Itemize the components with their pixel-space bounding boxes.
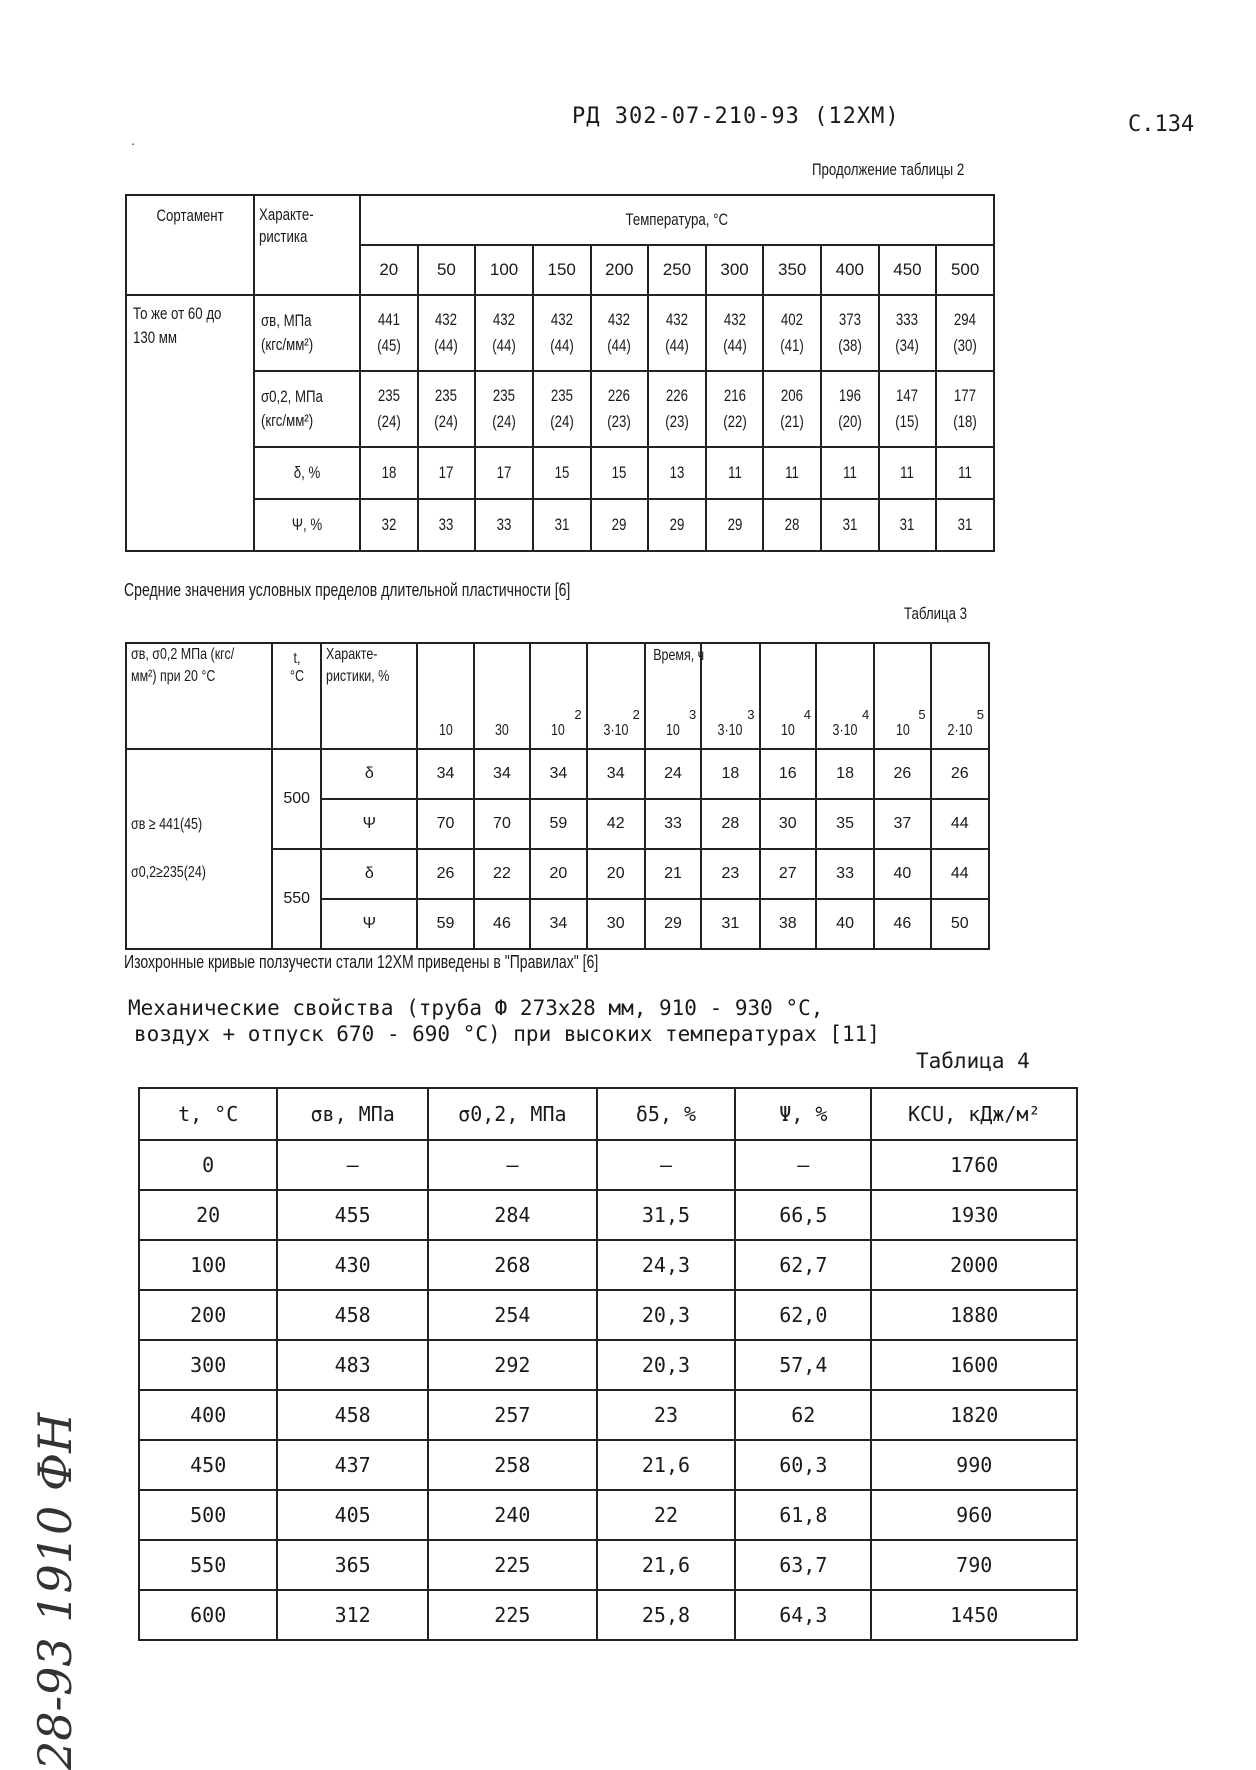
handwritten-margin-note: 28-93 1910 ФН: [28, 1412, 82, 1770]
table3-title: Средние значения условных пределов длительной пластичности [6]: [124, 580, 571, 600]
table3-cell: 70: [474, 799, 530, 849]
table2-cell-value: 226 (23): [607, 386, 632, 431]
table4-cell: 0: [139, 1140, 277, 1190]
table3-time-base: 10: [666, 722, 680, 739]
table3-cell: 44: [931, 849, 989, 899]
table3-row-label: Ψ: [321, 899, 417, 949]
table3-time-col: [587, 643, 645, 749]
table2-cell: [821, 447, 879, 499]
table4-row: [139, 1340, 1077, 1390]
table4-cell: 64,3: [735, 1590, 871, 1640]
table2-temp-250: 250: [648, 245, 706, 295]
table3-time-base: 10: [895, 722, 910, 739]
table2-sortament-text: То же от 60 до 130 мм: [133, 304, 222, 347]
table3-cell: 37: [874, 799, 930, 849]
table2-cell: [648, 371, 706, 447]
table3-cell: 26: [931, 749, 989, 799]
table4-header-5: KCU, кДж/м²: [871, 1088, 1077, 1140]
table2-cell: [706, 447, 764, 499]
table2-cell: [360, 295, 418, 371]
table3-time-exponent: 2: [574, 707, 582, 722]
table4-cell: 23: [597, 1390, 735, 1440]
table3-row-label: Ψ: [321, 799, 417, 849]
table3-cell: 26: [417, 849, 473, 899]
table2-sortament-value: [126, 295, 254, 551]
table2-cell-value: 235 (24): [492, 386, 516, 431]
table2-cell-value: 432 (44): [722, 310, 747, 355]
table3-temperature: 500: [272, 749, 321, 849]
table4-cell: 1930: [871, 1190, 1077, 1240]
table3-cell: 30: [587, 899, 645, 949]
table3-time-base: 10: [551, 722, 566, 739]
table2-temp-20: 20: [360, 245, 418, 295]
table3-cell: 34: [417, 749, 473, 799]
table2-cell-value: 11: [727, 463, 742, 482]
table2-cell-value: 235 (24): [434, 386, 459, 431]
table2-cell-value: 294 (30): [953, 310, 977, 355]
table2-cell-value: 11: [785, 463, 800, 482]
table3-time-base: 10: [438, 722, 453, 739]
table2-cell: [936, 295, 994, 371]
table2-cell: [821, 499, 879, 551]
table2-cell-value: 196 (20): [838, 386, 862, 431]
table3-row: [126, 749, 989, 799]
table2-row-label-text: σв, МПа (кгс/мм²): [261, 311, 314, 354]
table3-time-base: 10: [780, 722, 795, 739]
table2-row: [126, 447, 994, 499]
table4-row: [139, 1190, 1077, 1240]
table-3: [125, 642, 990, 950]
table4-header-0: t, °С: [139, 1088, 277, 1140]
table3-row-label: δ: [321, 749, 417, 799]
table3-cell: 59: [417, 899, 473, 949]
table2-temp-450: 450: [879, 245, 937, 295]
table2-cell-value: 33: [439, 515, 454, 534]
table3-cell: 28: [701, 799, 759, 849]
table2-cell: [763, 295, 821, 371]
table3-cell: 20: [530, 849, 586, 899]
table2-cell-value: 177 (18): [953, 386, 977, 431]
table4-label: Таблица 4: [916, 1049, 1030, 1073]
table4-cell: 20,3: [597, 1340, 735, 1390]
table2-cell-value: 32: [381, 515, 397, 534]
table4-cell: 258: [428, 1440, 597, 1490]
table4-cell: 458: [277, 1290, 428, 1340]
table2-cell-value: 432 (44): [549, 310, 574, 355]
table4-cell: 790: [871, 1540, 1077, 1590]
table3-time-exponent: 2: [632, 707, 640, 722]
table4-cell: 400: [139, 1390, 277, 1440]
table2-row-label: [254, 371, 360, 447]
table4-cell: 240: [428, 1490, 597, 1540]
table3-time-label: Время, ч: [653, 647, 705, 664]
table2-temp-100: 100: [475, 245, 533, 295]
table2-cell: [936, 447, 994, 499]
table2-cell-value: 31: [842, 515, 858, 534]
table3-cell: 40: [874, 849, 930, 899]
table4-cell: 66,5: [735, 1190, 871, 1240]
table3-cell: 44: [931, 799, 989, 849]
table4-cell: 458: [277, 1390, 428, 1440]
table3-strength-2: σ0,2≥235(24): [131, 864, 206, 881]
table4-cell: 257: [428, 1390, 597, 1440]
table3-time-exponent: 4: [861, 707, 870, 722]
table4-row: [139, 1490, 1077, 1540]
table3-cell: 59: [530, 799, 586, 849]
table2-cell: [591, 447, 649, 499]
table2-row-label: [254, 295, 360, 371]
table3-time-base: 3·10: [603, 722, 629, 739]
table4-header-row: [139, 1088, 1077, 1140]
table3-time-col: [701, 643, 759, 749]
table4-header-1: σв, МПа: [277, 1088, 428, 1140]
table4-header-2: σ0,2, МПа: [428, 1088, 597, 1140]
table2-cell-value: 402 (41): [780, 310, 804, 355]
table2-cell-value: 333 (34): [895, 310, 920, 355]
table2-cell-value: 432 (44): [434, 310, 459, 355]
table4-cell: 24,3: [597, 1240, 735, 1290]
table4-cell: 430: [277, 1240, 428, 1290]
table3-cell: 33: [816, 849, 874, 899]
table3-cell: 34: [587, 749, 645, 799]
table3-time-col: [760, 643, 816, 749]
table-4: [138, 1087, 1078, 1641]
table4-cell: 1450: [871, 1590, 1077, 1640]
table4-title-line2: воздух + отпуск 670 - 690 °С) при высоких температурах [11]: [134, 1022, 880, 1046]
table3-header-row: [126, 643, 989, 749]
table3-temperature: 550: [272, 849, 321, 949]
table2-cell: [360, 371, 418, 447]
table2-cell: [591, 371, 649, 447]
table3-cell: 21: [645, 849, 701, 899]
table3-col-characteristic: Характе-ристики, %: [321, 643, 417, 749]
table4-cell: 990: [871, 1440, 1077, 1490]
table3-cell: 34: [530, 899, 586, 949]
table2-cell-value: 29: [727, 515, 742, 534]
table4-cell: 312: [277, 1590, 428, 1640]
table2-cell: [706, 371, 764, 447]
stray-mark: ·: [130, 140, 137, 151]
table3-cell: 35: [816, 799, 874, 849]
table3-cell: 20: [587, 849, 645, 899]
table4-row: [139, 1440, 1077, 1490]
table2-cell: [763, 499, 821, 551]
table3-time-exponent: 3: [689, 707, 697, 722]
table2-cell: [936, 371, 994, 447]
table3-time-exponent: 3: [747, 707, 755, 722]
table4-cell: –: [428, 1140, 597, 1190]
table3-cell: 24: [645, 749, 701, 799]
table3-cell: 30: [760, 799, 816, 849]
table4-header-3: δ5, %: [597, 1088, 735, 1140]
table2-temp-400: 400: [821, 245, 879, 295]
table2-col-sortament: Сортамент: [126, 195, 254, 295]
table4-cell: 2000: [871, 1240, 1077, 1290]
table4-cell: 57,4: [735, 1340, 871, 1390]
table3-cell: 16: [760, 749, 816, 799]
table4-cell: 63,7: [735, 1540, 871, 1590]
table3-time-col: [874, 643, 930, 749]
table4-cell: 21,6: [597, 1440, 735, 1490]
table4-cell: 1760: [871, 1140, 1077, 1190]
table2-cell-value: 31: [957, 515, 973, 534]
table2-row-label: [254, 447, 360, 499]
table2-cell-value: 216 (22): [722, 386, 747, 431]
table4-cell: 365: [277, 1540, 428, 1590]
table2-row: [126, 295, 994, 371]
table4-row: [139, 1140, 1077, 1190]
table2-cell: [879, 295, 937, 371]
table2-cell-value: 17: [496, 463, 512, 482]
table4-cell: 1600: [871, 1340, 1077, 1390]
table2-cell: [533, 447, 591, 499]
table2-cell-value: 29: [611, 515, 627, 534]
table2-row-label-text: σ0,2, МПа (кгс/мм²): [261, 387, 323, 430]
table3-cell: 38: [760, 899, 816, 949]
table4-cell: 550: [139, 1540, 277, 1590]
table4-cell: –: [277, 1140, 428, 1190]
table2-cell: [706, 295, 764, 371]
table3-cell: 34: [474, 749, 530, 799]
table2-cell: [418, 447, 476, 499]
table4-cell: 225: [428, 1590, 597, 1640]
table3-time-exponent: 5: [976, 707, 984, 722]
table2-row-label-text: δ, %: [293, 463, 321, 482]
table3-strength-value: [126, 749, 272, 949]
table2-cell: [821, 371, 879, 447]
table2-cell: [763, 447, 821, 499]
table4-cell: 500: [139, 1490, 277, 1540]
table2-cell-value: 15: [554, 463, 570, 482]
table2-cell-value: 15: [611, 463, 627, 482]
table2-col-characteristic: Характе-ристика: [254, 195, 360, 295]
table2-cell-value: 31: [900, 515, 915, 534]
table4-cell: 21,6: [597, 1540, 735, 1590]
document-code: РД 302-07-210-93 (12ХМ): [572, 104, 900, 129]
table2-cell-value: 432 (44): [607, 310, 632, 355]
table4-cell: 61,8: [735, 1490, 871, 1540]
table2-cell: [475, 447, 533, 499]
table4-cell: 600: [139, 1590, 277, 1640]
table4-row: [139, 1390, 1077, 1440]
table3-time-col: [816, 643, 874, 749]
table2-cell: [879, 499, 937, 551]
table3-time-col: [931, 643, 989, 749]
table2-temp-200: 200: [591, 245, 649, 295]
table2-cell: [360, 499, 418, 551]
table4-cell: –: [597, 1140, 735, 1190]
table4-cell: 20: [139, 1190, 277, 1240]
table2-cell-value: 235 (24): [377, 386, 401, 431]
table2-cell: [475, 371, 533, 447]
table2-cell: [936, 499, 994, 551]
table3-cell: 70: [417, 799, 473, 849]
table4-cell: 483: [277, 1340, 428, 1390]
table4-title-line1: Механические свойства (труба Ф 273х28 мм, 910 - 930 °С,: [128, 996, 824, 1020]
table4-cell: 437: [277, 1440, 428, 1490]
table3-note: Изохронные кривые ползучести стали 12ХМ приведены в "Правилах" [6]: [124, 952, 599, 972]
table3-row-label: δ: [321, 849, 417, 899]
table2-cell: [706, 499, 764, 551]
table3-cell: 18: [701, 749, 759, 799]
table2-caption: Продолжение таблицы 2: [812, 160, 965, 179]
table3-time-base: 3·10: [717, 722, 743, 739]
table4-cell: 450: [139, 1440, 277, 1490]
table3-time-base: 2·10: [947, 722, 973, 739]
table2-row-label-text: Ψ, %: [291, 515, 323, 534]
table3-time-base: 3·10: [832, 722, 858, 739]
table3-cell: 50: [931, 899, 989, 949]
table2-cell-value: 441 (45): [377, 310, 401, 355]
table3-col-strength: σв, σ0,2 МПа (кгс/мм²) при 20 °С: [126, 643, 272, 749]
table3-cell: 23: [701, 849, 759, 899]
table2-cell: [879, 371, 937, 447]
table4-cell: 31,5: [597, 1190, 735, 1240]
table3-cell: 46: [874, 899, 930, 949]
table4-row: [139, 1540, 1077, 1590]
table4-cell: 292: [428, 1340, 597, 1390]
table3-time-base: 30: [495, 722, 509, 739]
table4-cell: 225: [428, 1540, 597, 1590]
table3-strength-1: σв ≥ 441(45): [131, 816, 203, 833]
table4-cell: –: [735, 1140, 871, 1190]
table2-cell-value: 18: [381, 463, 397, 482]
table3-cell: 46: [474, 899, 530, 949]
table4-cell: 200: [139, 1290, 277, 1340]
table2-cell: [533, 295, 591, 371]
table2-row-label: [254, 499, 360, 551]
table2-cell-value: 432 (44): [665, 310, 689, 355]
table2-row: [126, 371, 994, 447]
table2-cell: [648, 447, 706, 499]
table2-cell-value: 235 (24): [549, 386, 574, 431]
table2-cell: [591, 499, 649, 551]
table4-cell: 405: [277, 1490, 428, 1540]
table2-col-temperature: Температура, °С: [360, 195, 994, 245]
table2-row: [126, 499, 994, 551]
table4-cell: 60,3: [735, 1440, 871, 1490]
table2-cell-value: 13: [669, 463, 685, 482]
table4-cell: 960: [871, 1490, 1077, 1540]
table2-cell-value: 11: [900, 463, 915, 482]
table3-time-col: [474, 643, 530, 749]
table3-cell: 29: [645, 899, 701, 949]
table4-cell: 25,8: [597, 1590, 735, 1640]
table4-cell: 254: [428, 1290, 597, 1340]
table4-cell: 100: [139, 1240, 277, 1290]
table2-cell-value: 373 (38): [838, 310, 862, 355]
table2-cell: [475, 499, 533, 551]
table2-cell: [648, 499, 706, 551]
table3-cell: 42: [587, 799, 645, 849]
table3-cell: 18: [816, 749, 874, 799]
table2-cell: [418, 499, 476, 551]
table3-col-t: t, °С: [272, 643, 321, 749]
table2-cell: [648, 295, 706, 371]
table2-cell: [533, 371, 591, 447]
table3-cell: 31: [701, 899, 759, 949]
table3-time-col: [530, 643, 586, 749]
table4-cell: 1820: [871, 1390, 1077, 1440]
table4-cell: 268: [428, 1240, 597, 1290]
table2-cell: [591, 295, 649, 371]
table2-cell: [533, 499, 591, 551]
table2-cell-value: 432 (44): [492, 310, 516, 355]
table4-row: [139, 1590, 1077, 1640]
table3-time-exponent: 5: [918, 707, 926, 722]
table2-cell-value: 206 (21): [780, 386, 804, 431]
table3-cell: 22: [474, 849, 530, 899]
page-number: С.134: [1128, 112, 1195, 137]
table2-cell-value: 29: [669, 515, 685, 534]
table4-cell: 62,7: [735, 1240, 871, 1290]
table-2-continuation: [125, 194, 995, 552]
table2-cell-value: 147 (15): [895, 386, 920, 431]
table2-temp-350: 350: [763, 245, 821, 295]
table2-cell: [879, 447, 937, 499]
table2-cell: [418, 371, 476, 447]
table4-cell: 62: [735, 1390, 871, 1440]
table3-cell: 33: [645, 799, 701, 849]
table4-cell: 62,0: [735, 1290, 871, 1340]
table2-temp-50: 50: [418, 245, 476, 295]
table2-cell-value: 28: [784, 515, 800, 534]
table4-header-4: Ψ, %: [735, 1088, 871, 1140]
table4-row: [139, 1290, 1077, 1340]
table2-temp-500: 500: [936, 245, 994, 295]
table2-cell: [821, 295, 879, 371]
table2-cell: [475, 295, 533, 371]
table2-cell-value: 11: [842, 463, 857, 482]
table3-cell: 40: [816, 899, 874, 949]
table4-cell: 20,3: [597, 1290, 735, 1340]
table2-cell: [763, 371, 821, 447]
table2-cell-value: 17: [439, 463, 454, 482]
table4-row: [139, 1240, 1077, 1290]
table3-cell: 26: [874, 749, 930, 799]
table3-cell: 27: [760, 849, 816, 899]
table3-cell: 34: [530, 749, 586, 799]
table3-label: Таблица 3: [904, 604, 968, 623]
table4-cell: 22: [597, 1490, 735, 1540]
table2-cell-value: 11: [958, 463, 973, 482]
table3-time-exponent: 4: [803, 707, 811, 722]
table2-temp-150: 150: [533, 245, 591, 295]
table2-header-row: [126, 195, 994, 245]
table2-cell-value: 33: [496, 515, 512, 534]
table4-cell: 300: [139, 1340, 277, 1390]
table4-cell: 1880: [871, 1290, 1077, 1340]
table2-cell-value: 31: [554, 515, 570, 534]
table4-cell: 284: [428, 1190, 597, 1240]
table2-cell-value: 226 (23): [665, 386, 689, 431]
table2-cell: [418, 295, 476, 371]
table2-temp-300: 300: [706, 245, 764, 295]
table4-cell: 455: [277, 1190, 428, 1240]
table2-cell: [360, 447, 418, 499]
